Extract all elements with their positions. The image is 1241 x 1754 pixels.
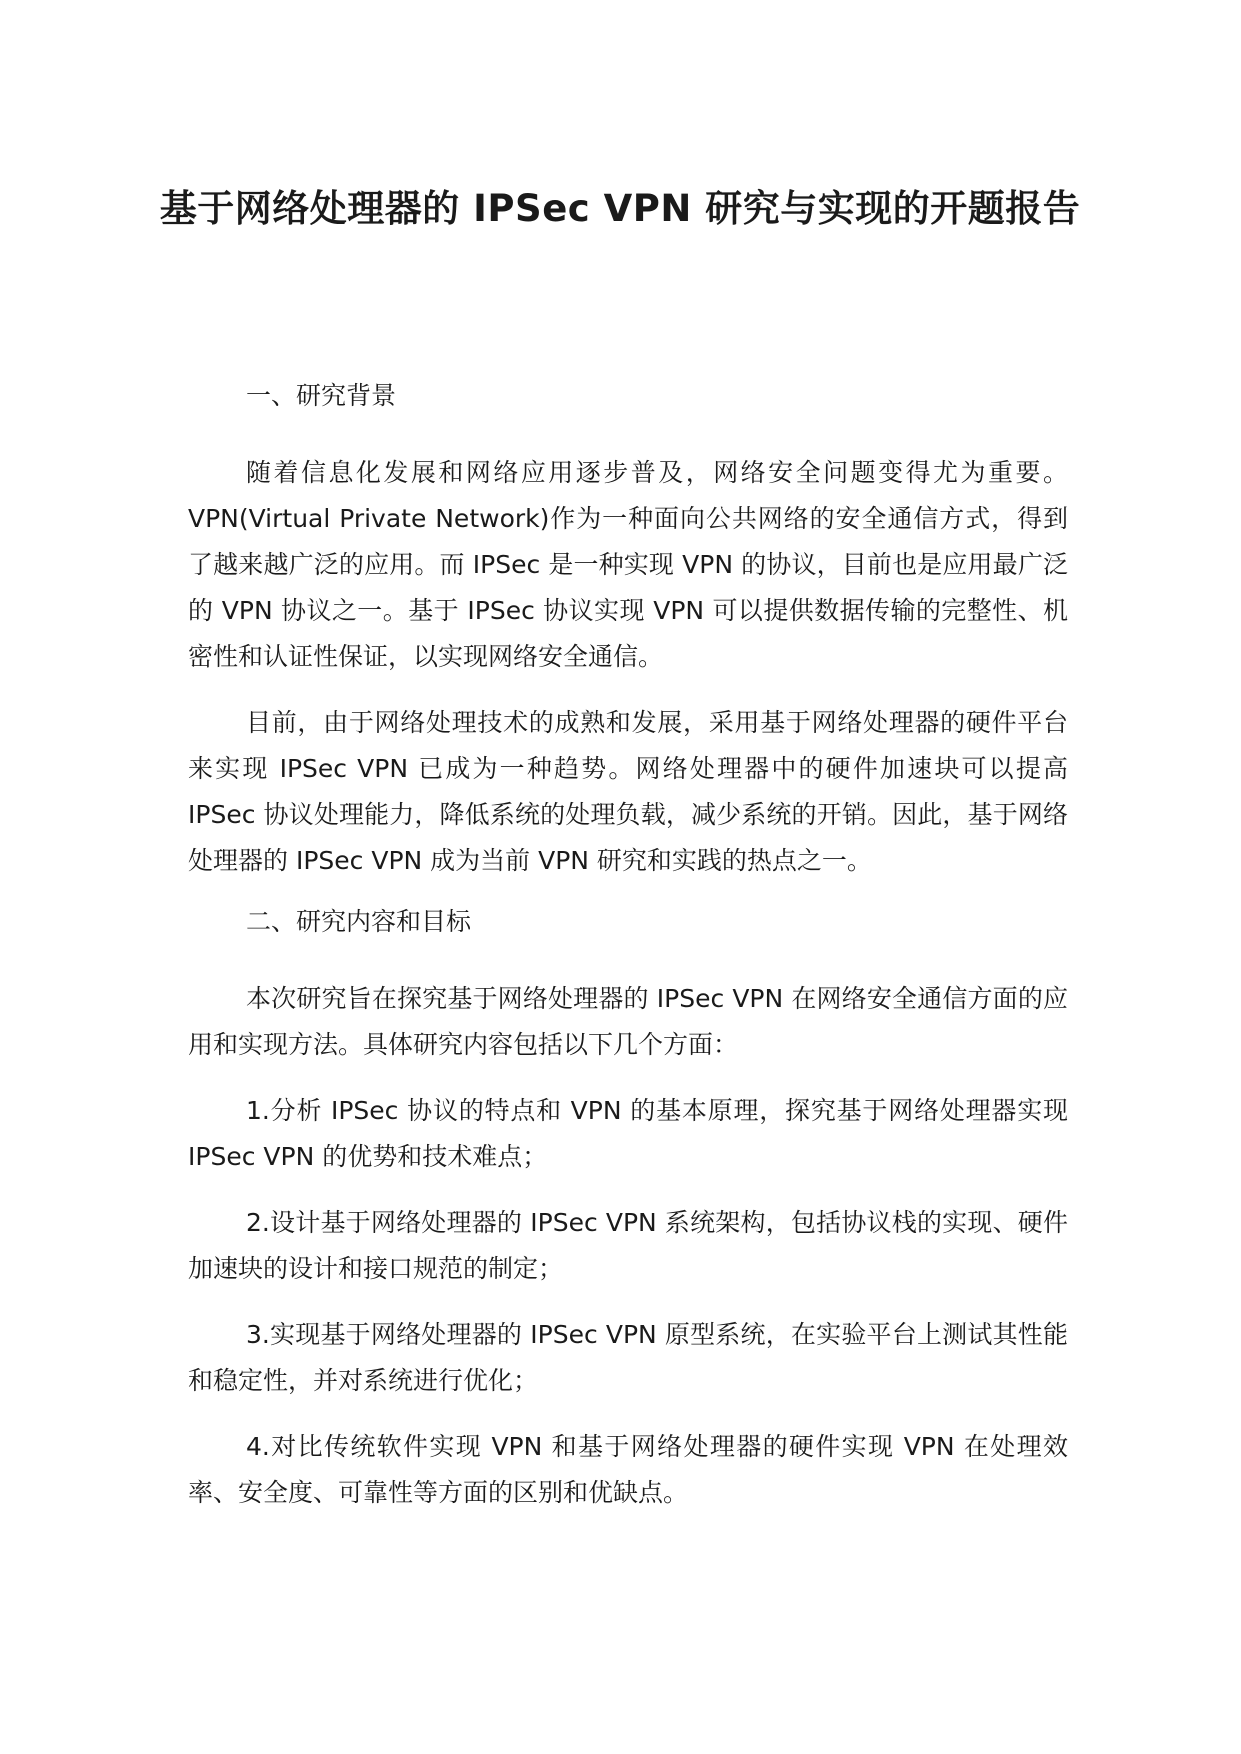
list-item: 2.设计基于网络处理器的 IPSec VPN 系统架构，包括协议栈的实现、硬件加速块的设计和接口规范的制定； [188, 1208, 1068, 1283]
paragraph: 本次研究旨在探究基于网络处理器的 IPSec VPN 在网络安全通信方面的应用和实现方法。具体研究内容包括以下几个方面： [188, 984, 1068, 1059]
section-background [188, 378, 1068, 884]
paragraph: 随着信息化发展和网络应用逐步普及，网络安全问题变得尤为重要。VPN(Virtual Private Network)作为一种面向公共网络的安全通信方式，得到了越来越广泛的应用。而 IPSec 是一种实现 VPN 的协议，目前也是应用最广泛的 VPN 协议之一。基于 IPSec 协议实现 VPN 可以提供数据传输的完整性、机密性和认证性保证，以实现网络安全通信。 [188, 458, 1068, 671]
list-item: 4.对比传统软件实现 VPN 和基于网络处理器的硬件实现 VPN 在处理效率、安全度、可靠性等方面的区别和优缺点。 [188, 1432, 1068, 1507]
document-title: 基于网络处理器的 IPSec VPN 研究与实现的开题报告 [159, 187, 1081, 230]
document-body [188, 378, 1068, 1536]
section-content-goals [188, 904, 1068, 1516]
list-item: 3.实现基于网络处理器的 IPSec VPN 原型系统，在实验平台上测试其性能和稳定性，并对系统进行优化； [188, 1320, 1068, 1395]
paragraph: 目前，由于网络处理技术的成熟和发展，采用基于网络处理器的硬件平台来实现 IPSec VPN 已成为一种趋势。网络处理器中的硬件加速块可以提高 IPSec 协议处理能力，降低系统的处理负载，减少系统的开销。因此，基于网络处理器的 IPSec VPN 成为当前 VPN 研究和实践的热点之一。 [188, 708, 1068, 875]
list-item: 1.分析 IPSec 协议的特点和 VPN 的基本原理，探究基于网络处理器实现 IPSec VPN 的优势和技术难点； [188, 1096, 1068, 1171]
section-heading: 一、研究背景 [246, 381, 397, 410]
section-heading: 二、研究内容和目标 [246, 907, 472, 936]
